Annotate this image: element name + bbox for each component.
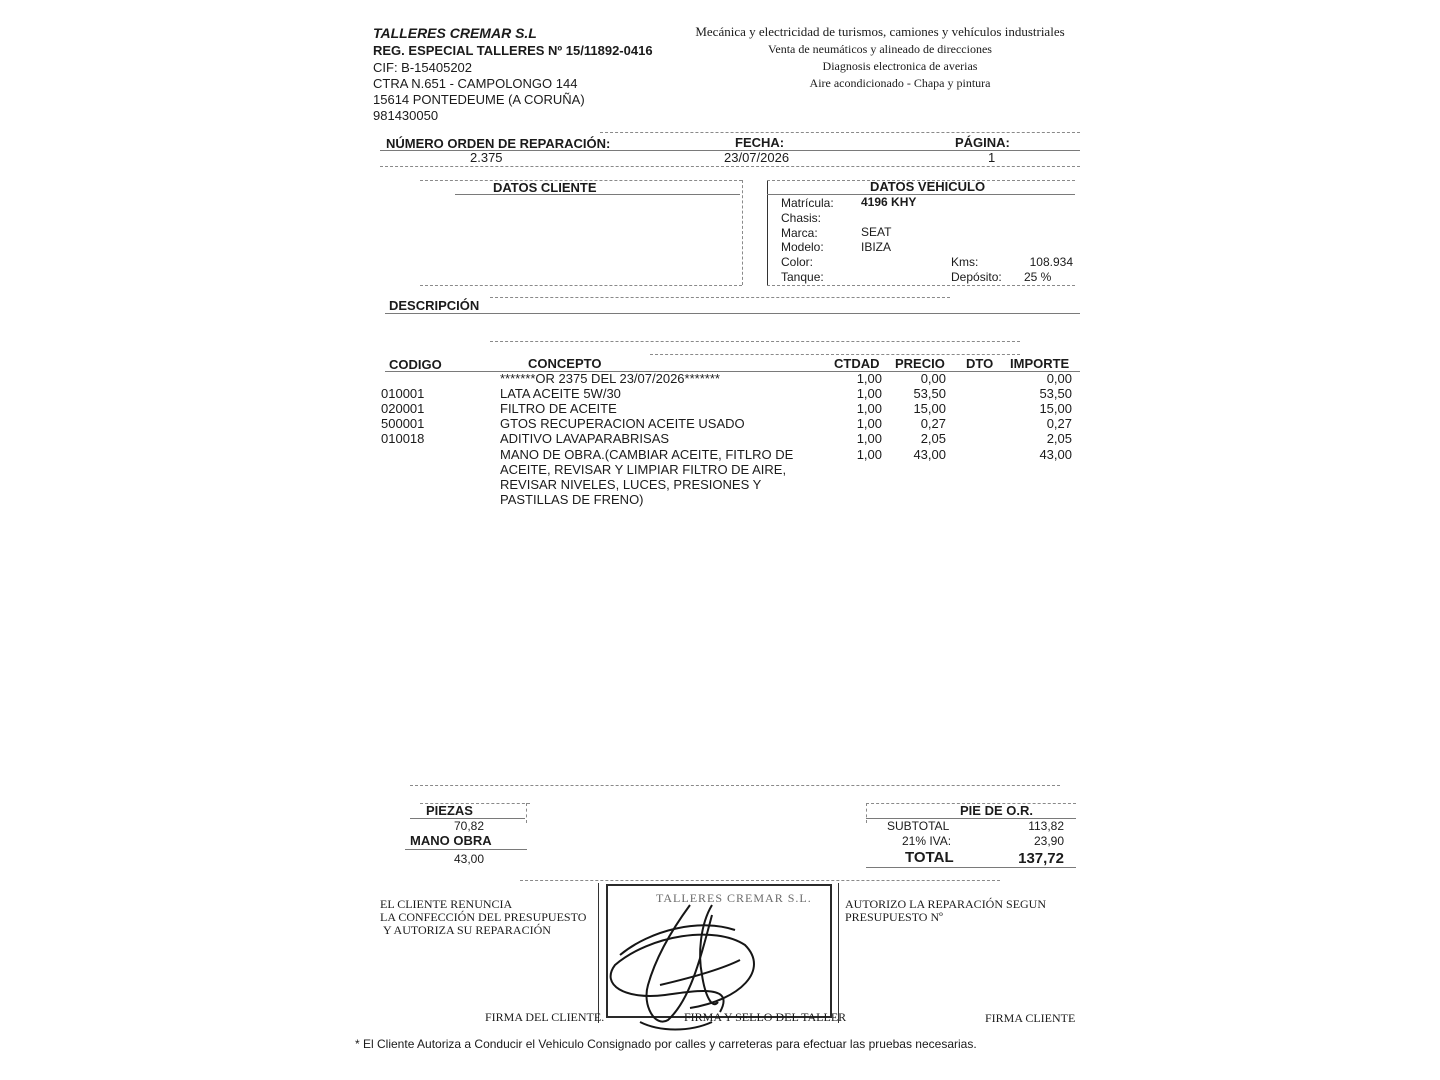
company-registration: REG. ESPECIAL TALLERES Nº 15/11892-0416 xyxy=(373,43,653,58)
model-label: Modelo: xyxy=(781,240,824,254)
workshop-signature-label: FIRMA Y SELLO DEL TALLER xyxy=(684,1010,847,1024)
table-row xyxy=(0,401,1440,416)
table-row xyxy=(0,431,1440,446)
parts-label: PIEZAS xyxy=(426,803,473,818)
client-section-title: DATOS CLIENTE xyxy=(493,180,597,195)
description-label: DESCRIPCIÓN xyxy=(389,298,480,313)
cell-concept: REVISAR NIVELES, LUCES, PRESIONES Y xyxy=(500,477,762,492)
cell-code: 020001 xyxy=(381,401,425,416)
service-line-4: Aire acondicionado - Chapa y pintura xyxy=(809,76,991,90)
cell-concept: MANO DE OBRA.(CAMBIAR ACEITE, FITLRO DE xyxy=(500,447,794,462)
table-row xyxy=(0,492,1440,507)
order-number: 2.375 xyxy=(470,150,503,165)
service-line-1: Mecánica y electricidad de turismos, camiones y vehículos industriales xyxy=(695,24,1065,39)
subtotal-label: SUBTOTAL xyxy=(887,819,950,833)
table-row xyxy=(0,371,1440,386)
service-line-3: Diagnosis electronica de averias xyxy=(822,59,978,73)
cell-concept: ACEITE, REVISAR Y LIMPIAR FILTRO DE AIRE, xyxy=(500,462,787,477)
authorize-line-1: AUTORIZO LA REPARACIÓN SEGUN xyxy=(845,897,1047,911)
company-cif: CIF: B-15405202 xyxy=(373,60,473,75)
order-number-label: NÚMERO ORDEN DE REPARACIÓN: xyxy=(386,136,611,151)
company-name: TALLERES CREMAR S.L xyxy=(373,25,537,41)
waiver-line-1: EL CLIENTE RENUNCIA xyxy=(380,897,513,911)
col-header-price: PRECIO xyxy=(895,356,945,371)
service-line-2: Venta de neumáticos y alineado de direcciones xyxy=(768,42,992,56)
cell-concept: *******OR 2375 DEL 23/07/2026******* xyxy=(500,371,720,386)
cell-price: 15,00 xyxy=(913,401,946,416)
cell-amount: 2,05 xyxy=(1046,431,1072,446)
parts-value: 70,82 xyxy=(454,819,485,833)
client-signature-label: FIRMA DEL CLIENTE. xyxy=(485,1010,605,1024)
labour-label: MANO OBRA xyxy=(410,833,492,848)
plate-value: 4196 KHY xyxy=(861,195,917,209)
col-header-code: CODIGO xyxy=(389,357,442,372)
cell-amount: 0,00 xyxy=(1046,371,1072,386)
cell-amount: 15,00 xyxy=(1039,401,1072,416)
col-header-amount: IMPORTE xyxy=(1010,356,1070,371)
col-header-dto: DTO xyxy=(966,356,994,371)
col-header-concept: CONCEPTO xyxy=(528,356,602,371)
cell-code: 010018 xyxy=(381,431,425,446)
table-row xyxy=(0,386,1440,401)
iva-label: 21% IVA: xyxy=(902,834,952,848)
company-address: CTRA N.651 - CAMPOLONGO 144 xyxy=(373,76,578,91)
cell-concept: FILTRO DE ACEITE xyxy=(500,401,617,416)
waiver-line-2: LA CONFECCIÓN DEL PRESUPUESTO xyxy=(380,910,587,924)
cell-qty: 1,00 xyxy=(856,371,882,386)
waiver-line-3: Y AUTORIZA SU REPARACIÓN xyxy=(383,923,551,937)
cell-concept: PASTILLAS DE FRENO) xyxy=(500,492,644,507)
cell-qty: 1,00 xyxy=(856,416,882,431)
order-date: 23/07/2026 xyxy=(724,150,790,165)
iva-value: 23,90 xyxy=(1033,834,1064,848)
order-date-label: FECHA: xyxy=(735,135,785,150)
brand-value: SEAT xyxy=(861,225,892,239)
cell-amount: 53,50 xyxy=(1039,386,1072,401)
brand-label: Marca: xyxy=(781,226,818,240)
cell-price: 2,05 xyxy=(920,431,946,446)
subtotal-value: 113,82 xyxy=(1028,819,1064,833)
footer-title: PIE DE O.R. xyxy=(960,803,1033,818)
cell-price: 53,50 xyxy=(913,386,946,401)
order-page: 1 xyxy=(988,150,996,165)
cell-price: 43,00 xyxy=(913,447,946,462)
total-value: 137,72 xyxy=(1018,850,1064,867)
table-row xyxy=(0,477,1440,492)
labour-value: 43,00 xyxy=(454,852,485,866)
company-phone: 981430050 xyxy=(373,108,439,123)
cell-qty: 1,00 xyxy=(856,401,882,416)
chassis-label: Chasis: xyxy=(781,211,822,225)
workshop-stamp xyxy=(606,884,832,1018)
cell-amount: 0,27 xyxy=(1046,416,1072,431)
client-signature-label-2: FIRMA CLIENTE xyxy=(985,1011,1076,1025)
col-header-qty: CTDAD xyxy=(834,356,880,371)
model-value: IBIZA xyxy=(861,240,892,254)
kms-label: Kms: xyxy=(951,255,979,269)
table-row xyxy=(0,447,1440,462)
total-label: TOTAL xyxy=(905,849,954,866)
cell-code: 500001 xyxy=(381,416,425,431)
footnote: * El Cliente Autoriza a Conducir el Vehiculo Consignado por calles y carreteras para efectuar las pruebas necesarias. xyxy=(355,1037,977,1051)
cell-price: 0,27 xyxy=(920,416,946,431)
cell-code: 010001 xyxy=(381,386,425,401)
color-label: Color: xyxy=(781,255,814,269)
cell-concept: GTOS RECUPERACION ACEITE USADO xyxy=(500,416,745,431)
deposit-label: Depósito: xyxy=(951,270,1002,284)
cell-qty: 1,00 xyxy=(856,386,882,401)
vehicle-section-title: DATOS VEHICULO xyxy=(870,179,986,194)
authorize-line-2: PRESUPUESTO Nº xyxy=(845,910,943,924)
cell-qty: 1,00 xyxy=(856,447,882,462)
table-row xyxy=(0,462,1440,477)
table-row xyxy=(0,416,1440,431)
cell-concept: LATA ACEITE 5W/30 xyxy=(500,386,621,401)
stamp-text: TALLERES CREMAR S.L. xyxy=(656,891,812,905)
kms-value: 108.934 xyxy=(1029,255,1073,269)
cell-qty: 1,00 xyxy=(856,431,882,446)
tank-label: Tanque: xyxy=(781,270,824,284)
company-city: 15614 PONTEDEUME (A CORUÑA) xyxy=(373,92,585,107)
cell-price: 0,00 xyxy=(920,371,946,386)
cell-concept: ADITIVO LAVAPARABRISAS xyxy=(500,431,670,446)
order-page-label: PÁGINA: xyxy=(955,135,1010,150)
cell-amount: 43,00 xyxy=(1039,447,1072,462)
plate-label: Matrícula: xyxy=(781,196,834,210)
deposit-value: 25 % xyxy=(1024,270,1052,284)
